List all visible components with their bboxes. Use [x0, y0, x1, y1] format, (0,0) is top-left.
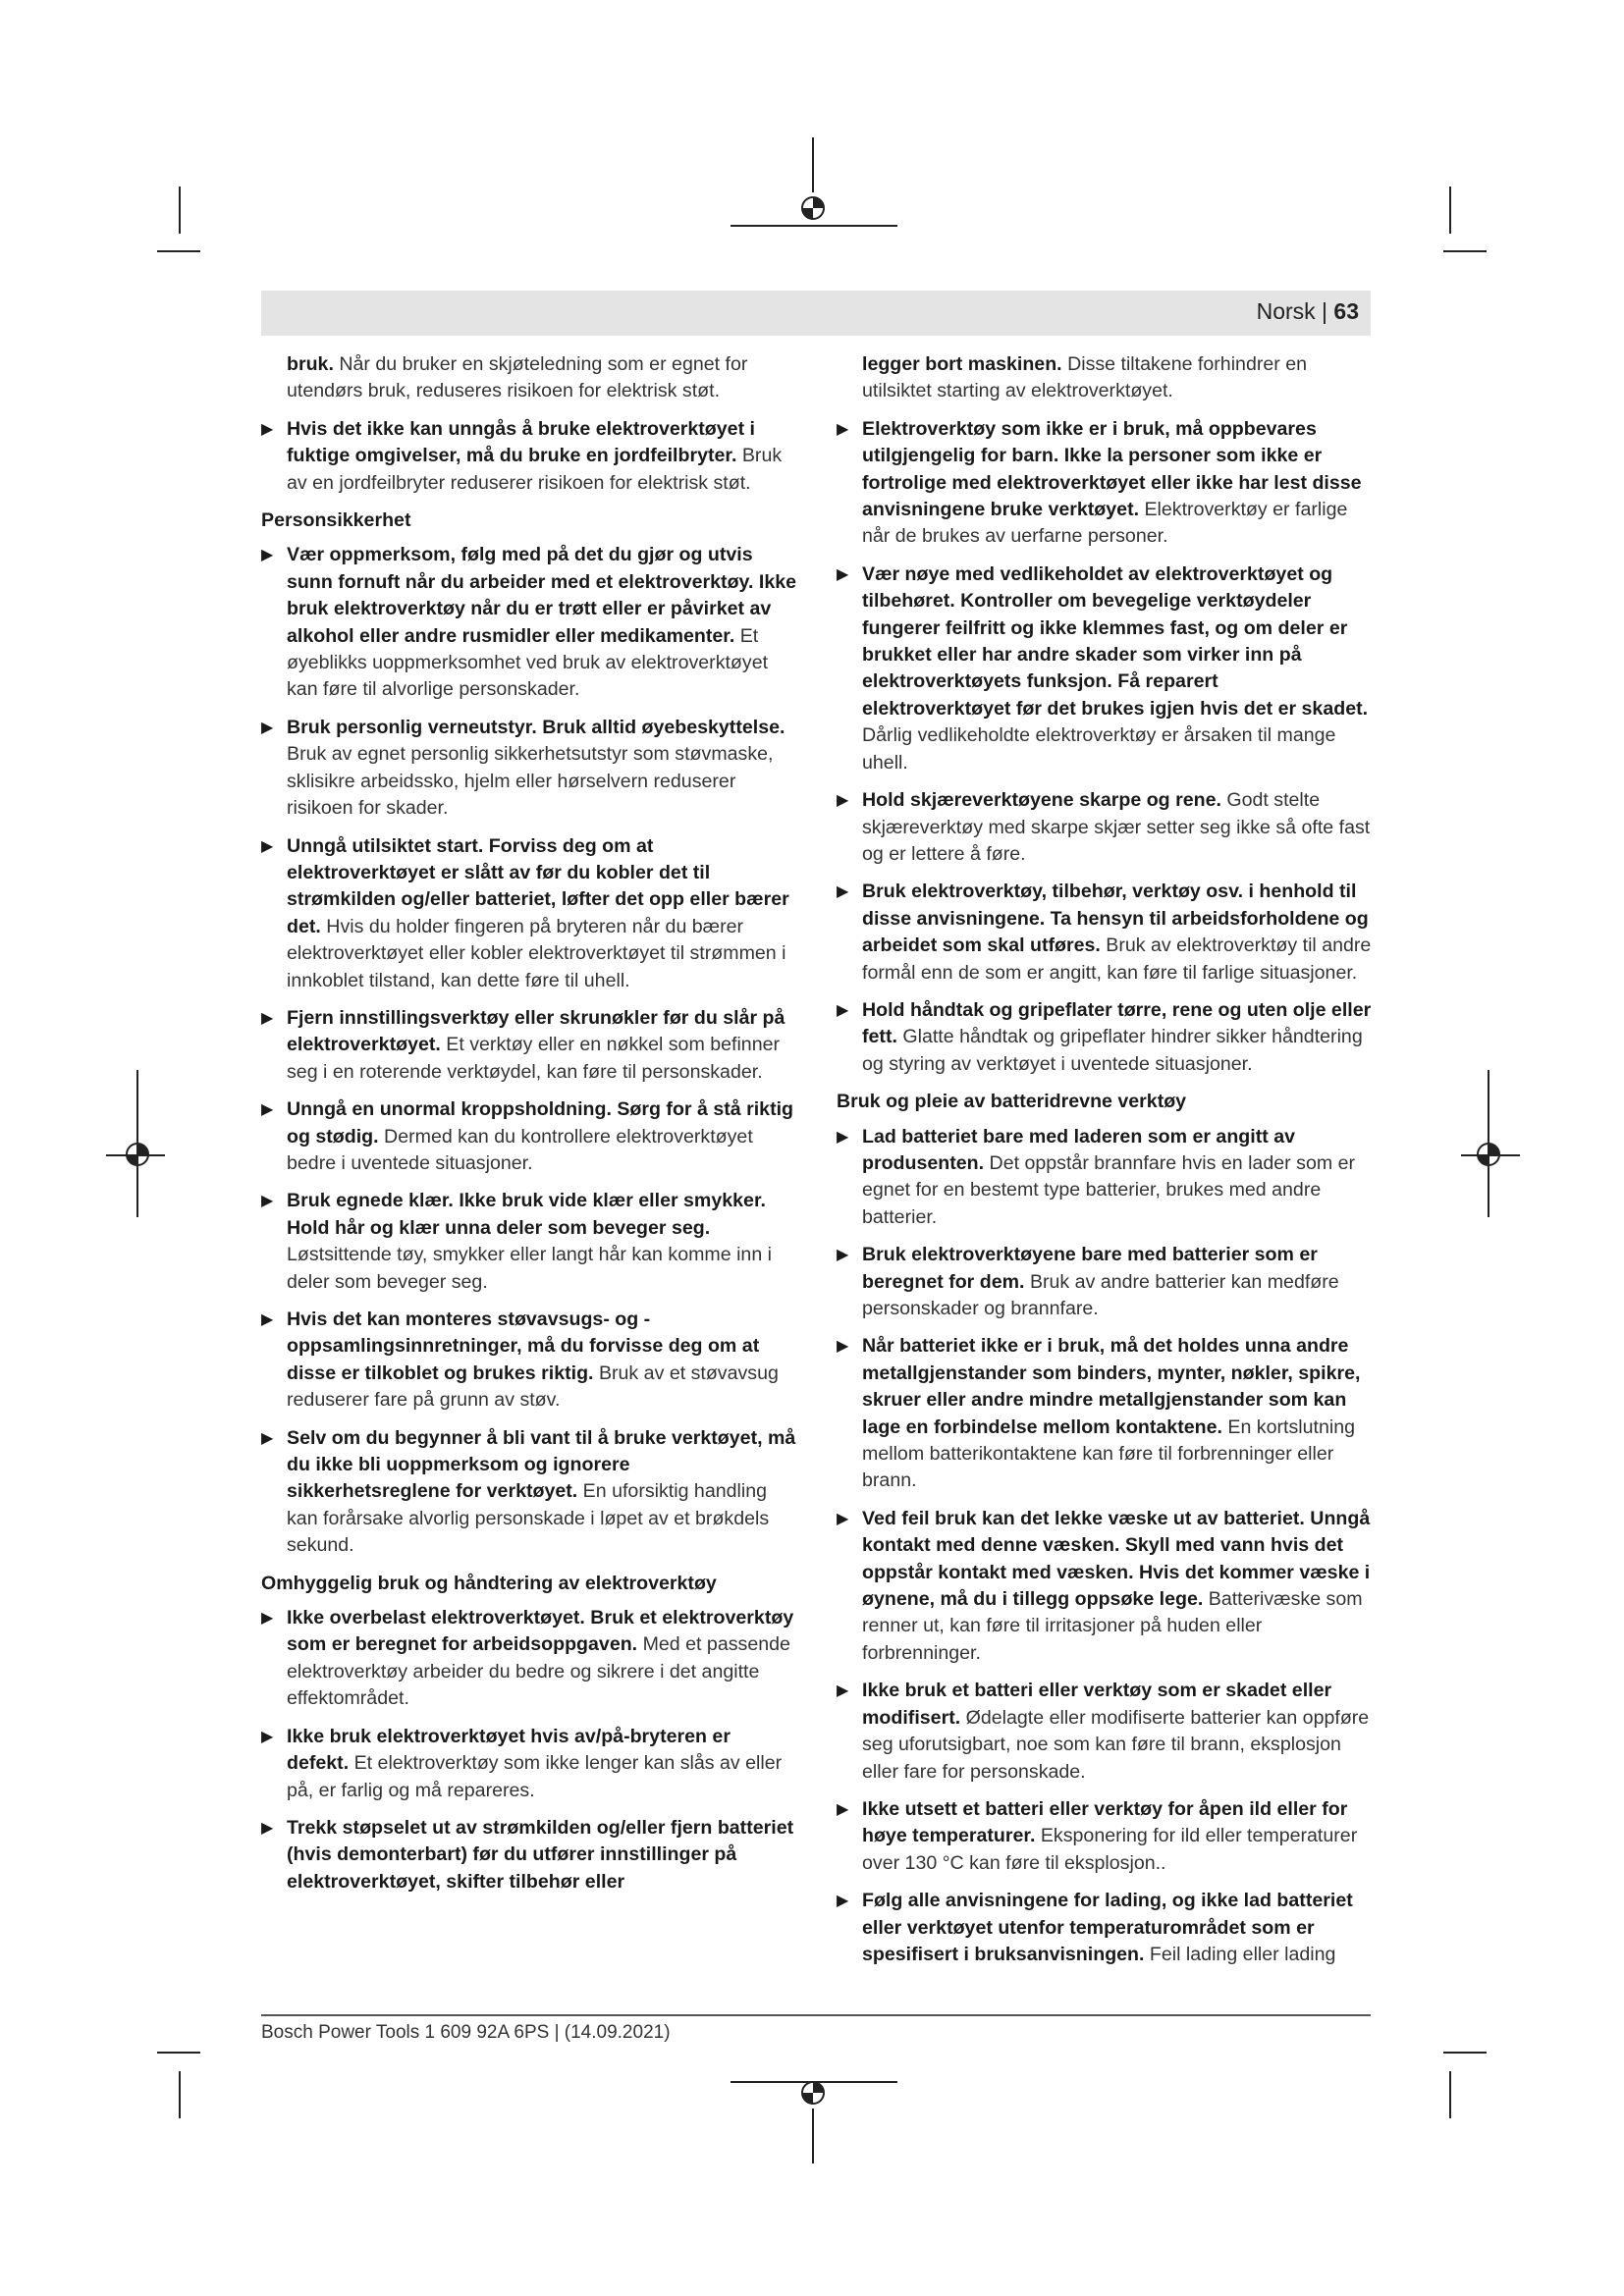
item-normal: Med et passende elektroverktøy arbeider du bedre og sikrere i det angitte effektområdet. [287, 1633, 790, 1710]
item-normal: Dermed kan du kontrollere elektroverktøyet bedre i uventede situasjoner. [287, 1125, 753, 1174]
registration-line [1461, 1154, 1520, 1156]
intro-paragraph [261, 351, 796, 405]
section-heading: Bruk og pleie av batteridrevne verktøy [837, 1091, 1187, 1113]
page-header [261, 291, 1371, 336]
bullet-icon: ▶ [837, 883, 849, 901]
bullet-icon: ▶ [837, 1800, 849, 1818]
crop-mark [157, 250, 200, 252]
left-column [261, 351, 796, 1906]
bullet-icon: ▶ [261, 1429, 274, 1447]
item-bold: Hold skjæreverktøyene skarpe og rene. [862, 789, 1221, 812]
item-normal: Det oppstår brannfare hvis en lader som er egnet for en bestemt type batterier, brukes med andre batterier. [862, 1151, 1356, 1228]
list-item [837, 1124, 1372, 1232]
item-bold: Hold håndtak og gripeflater tørre, rene og uten olje eller fett. [862, 998, 1372, 1048]
item-normal: Bruk av andre batterier kan medføre personskader og brannfare. [862, 1270, 1339, 1319]
list-item [261, 1724, 796, 1804]
list-item [837, 1242, 1372, 1322]
page-number: 63 [1333, 298, 1359, 324]
item-normal: En uforsiktig handling kan forårsake alvorlig personskade i løpet av et brøkdels sekund. [287, 1480, 770, 1557]
bullet-icon: ▶ [837, 1682, 849, 1700]
header-language: Norsk [1256, 298, 1316, 324]
crop-mark [179, 2071, 181, 2118]
item-bold: Trekk støpselet ut av strømkilden og/eller fjern batteriet (hvis demonterbart) før du utfører innstillinger på elektroverktøyet, skifter tilbehør eller [287, 1816, 794, 1893]
list-item [261, 416, 796, 497]
bullet-icon: ▶ [837, 1001, 849, 1019]
item-normal: Et verktøy eller en nøkkel som befinner seg i en roterende verktøydel, kan føre til personskader. [287, 1034, 781, 1083]
item-bold: Ikke bruk elektroverktøyet hvis av/på-bryteren er defekt. [287, 1725, 731, 1775]
item-normal: Et øyeblikks uoppmerksomhet ved bruk av elektroverktøyet kan føre til alvorlige personskader. [287, 624, 769, 701]
item-normal: Bruk av egnet personlig sikkerhetsutstyr som støvmaske, sklisikre arbeidssko, hjelm eller hørselvern reduserer risikoen for skader. [287, 743, 774, 820]
list-item [261, 715, 796, 823]
item-bold: Bruk egnede klær. Ikke bruk vide klær eller smykker. Hold hår og klær unna deler som beveger seg. [287, 1190, 766, 1239]
page-footer: Bosch Power Tools 1 609 92A 6PS | (14.09.2021) [261, 2022, 671, 2043]
intro-normal: Disse tiltakene forhindrer en utilsiktet starting av elektroverktøyet. [862, 353, 1308, 402]
bullet-icon: ▶ [261, 1311, 274, 1328]
bullet-icon: ▶ [837, 1510, 849, 1527]
bullet-icon: ▶ [837, 565, 849, 583]
list-item [261, 1307, 796, 1415]
item-bold: Bruk elektroverktøyene bare med batterier som er beregnet for dem. [862, 1244, 1318, 1293]
item-normal: Dårlig vedlikeholdte elektroverktøy er årsaken til mange uhell. [862, 724, 1336, 774]
registration-line [106, 1154, 165, 1156]
list-item [261, 1425, 796, 1560]
item-normal: En kortslutning mellom batterikontaktene kan føre til forbrenninger eller brann. [862, 1415, 1355, 1492]
item-bold: Elektroverktøy som ikke er i bruk, må oppbevares utilgjengelig for barn. Ikke la personer som ikke er fortrolige med elektroverktøyet eller ikke har lest disse anvisningene bruke verktøyet. [862, 417, 1362, 521]
item-bold: Unngå en unormal kroppsholdning. Sørg for å stå riktig og stødig. [287, 1098, 794, 1148]
item-normal: Løstsittende tøy, smykker eller langt hår kan komme inn i deler som beveger seg. [287, 1244, 773, 1293]
registration-mark-icon [797, 192, 829, 224]
intro-normal: Når du bruker en skjøteledning som er egnet for utendørs bruk, reduseres risikoen for elektrisk støt. [287, 353, 748, 402]
item-bold: Følg alle anvisningene for lading, og ikke lad batteriet eller verktøyet utenfor temperaturområdet som er spesifisert i bruksanvisningen. [862, 1890, 1353, 1965]
item-bold: Fjern innstillingsverktøy eller skrunøkler før du slår på elektroverktøyet. [287, 1006, 785, 1056]
list-item [837, 1333, 1372, 1494]
list-item [837, 787, 1372, 868]
list-item [837, 1678, 1372, 1786]
item-bold: Lad batteriet bare med laderen som er angitt av produsenten. [862, 1125, 1295, 1174]
item-normal: Bruk av et støvavsug reduserer fare på grunn av støv. [287, 1362, 779, 1412]
bullet-icon: ▶ [837, 1338, 849, 1356]
crop-mark [1443, 2052, 1487, 2054]
crop-mark [157, 2052, 200, 2054]
list-item [261, 1188, 796, 1296]
list-item [837, 561, 1372, 776]
item-normal: Ødelagte eller modifiserte batterier kan oppføre seg uforutsigbart, noe som kan føre til brann, eksplosjon eller fare for personskade. [862, 1706, 1370, 1783]
item-normal: Bruk av elektroverktøy til andre formål enn de som er angitt, kan føre til farlige situasjoner. [862, 934, 1372, 984]
registration-line [1488, 1070, 1489, 1217]
bullet-icon: ▶ [837, 1893, 849, 1910]
item-bold: Hvis det ikke kan unngås å bruke elektroverktøyet i fuktige omgivelser, må du bruke en jordfeilbryter. [287, 417, 755, 467]
list-item [261, 833, 796, 994]
bullet-icon: ▶ [261, 837, 274, 855]
registration-line [812, 2109, 814, 2163]
item-normal: Bruk av en jordfeilbryter reduserer risikoen for elektrisk støt. [287, 445, 783, 494]
list-item [261, 542, 796, 703]
right-column [837, 351, 1372, 1979]
registration-line [812, 137, 814, 192]
item-normal: Godt stelte skjæreverktøy med skarpe skjær setter seg ikke så ofte fast og er lettere å føre. [862, 789, 1371, 865]
bullet-icon: ▶ [837, 420, 849, 438]
bullet-icon: ▶ [261, 1101, 274, 1119]
section-heading: Omhyggelig bruk og håndtering av elektroverktøy [261, 1572, 717, 1594]
registration-line [731, 2081, 897, 2083]
crop-mark [1443, 250, 1487, 252]
bullet-icon: ▶ [261, 547, 274, 564]
intro-paragraph [837, 351, 1372, 405]
item-bold: Ikke overbelast elektroverktøyet. Bruk et elektroverktøy som er beregnet for arbeidsoppgaven. [287, 1607, 794, 1656]
list-item [837, 416, 1372, 551]
item-bold: Ved feil bruk kan det lekke væske ut av batteriet. Unngå kontakt med denne væsken. Skyll med vann hvis det oppstår kontakt med væsken. Hvis det kommer væske i øynene, må du i tillegg oppsøke lege. [862, 1507, 1371, 1611]
item-bold: Unngå utilsiktet start. Forviss deg om at elektroverktøyet er slått av før du kobler det til strømkilden og/eller batteriet, løfter det opp eller bærer det. [287, 834, 789, 937]
intro-bold: bruk. [287, 353, 334, 375]
list-item [261, 1096, 796, 1177]
list-item [837, 1888, 1372, 1968]
list-item [837, 879, 1372, 987]
bullet-icon: ▶ [261, 1193, 274, 1210]
bullet-icon: ▶ [261, 1610, 274, 1628]
bullet-icon: ▶ [261, 1819, 274, 1837]
header-label: Norsk | 63 [1256, 298, 1359, 324]
crop-mark [1449, 2071, 1451, 2118]
item-normal: Hvis du holder fingeren på bryteren når du bærer elektroverktøyet eller kobler elektroverktøyet til strømmen i innkoblet tilstand, kan dette føre til uhell. [287, 915, 786, 991]
bullet-icon: ▶ [837, 792, 849, 810]
crop-mark [1449, 187, 1451, 234]
list-item [261, 1005, 796, 1086]
item-bold: Vær oppmerksom, følg med på det du gjør og utvis sunn fornuft når du arbeider med et elektroverktøy. Ikke bruk elektroverktøy når du er trøtt eller er påvirket av alkohol eller andre rusmidler eller medikamenter. [287, 544, 797, 647]
item-bold: Selv om du begynner å bli vant til å bruke verktøyet, må du ikke bli uoppmerksom og ignorere sikkerhetsreglene for verktøyet. [287, 1426, 796, 1503]
item-bold: Ikke bruk et batteri eller verktøy som er skadet eller modifisert. [862, 1680, 1332, 1729]
crop-mark [179, 187, 181, 234]
list-item [837, 1796, 1372, 1877]
bullet-icon: ▶ [261, 719, 274, 736]
bullet-icon: ▶ [261, 1009, 274, 1027]
registration-line [731, 225, 897, 227]
registration-line [136, 1070, 138, 1217]
item-normal: Batterivæske som renner ut, kan føre til irritasjoner på huden eller forbrenninger. [862, 1588, 1363, 1664]
intro-bold: legger bort maskinen. [862, 353, 1062, 375]
bullet-icon: ▶ [261, 1728, 274, 1745]
item-bold: Vær nøye med vedlikeholdet av elektroverktøyet og tilbehøret. Kontroller om bevegelige verktøydeler fungerer feilfritt og ikke klemmes fast, og om deler er brukket eller har andre skader som virker inn på elektroverktøyets funksjon. Få reparert elektroverktøyet før det brukes igjen hvis det er skadet. [862, 562, 1369, 720]
item-normal: Feil lading eller lading [1144, 1943, 1336, 1965]
item-bold: Når batteriet ikke er i bruk, må det holdes unna andre metallgjenstander som binders, mynter, nøkler, spikre, skruer eller andre mindre metallgjenstander som kan lage en forbindelse mellom kontaktene. [862, 1335, 1361, 1438]
list-item [837, 1506, 1372, 1667]
item-normal: Elektroverktøy er farlige når de brukes av uerfarne personer. [862, 499, 1348, 548]
item-normal: Et elektroverktøy som ikke lenger kan slås av eller på, er farlig og må repareres. [287, 1752, 783, 1801]
section-heading: Personsikkerhet [261, 509, 411, 532]
list-item [837, 997, 1372, 1078]
bullet-icon: ▶ [837, 1128, 849, 1146]
list-item [261, 1815, 796, 1896]
item-bold: Ikke utsett et batteri eller verktøy for åpen ild eller for høye temperaturer. [862, 1797, 1348, 1847]
item-bold: Bruk personlig verneutstyr. Bruk alltid øyebeskyttelse. [287, 716, 785, 738]
footer-divider [261, 2014, 1371, 2016]
list-item [261, 1605, 796, 1713]
item-bold: Bruk elektroverktøy, tilbehør, verktøy osv. i henhold til disse anvisningene. Ta hensyn til arbeidsforholdene og arbeidet som skal utføres. [862, 881, 1369, 957]
item-normal: Glatte håndtak og gripeflater hindrer sikker håndtering og styring av verktøyet i uventede situasjoner. [862, 1026, 1363, 1075]
bullet-icon: ▶ [261, 420, 274, 438]
item-normal: Eksponering for ild eller temperaturer over 130 °C kan føre til eksplosjon.. [862, 1825, 1358, 1874]
bullet-icon: ▶ [837, 1247, 849, 1264]
item-bold: Hvis det kan monteres støvavsugs- og -oppsamlingsinnretninger, må du forvisse deg om at disse er tilkoblet og brukes riktig. [287, 1308, 760, 1384]
